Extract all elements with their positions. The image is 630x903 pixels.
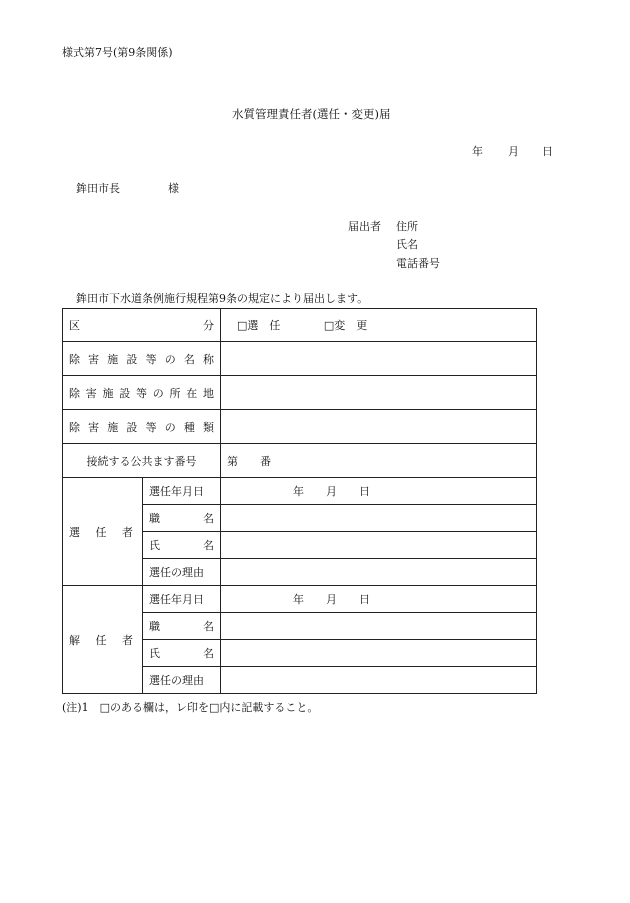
addressee-honorific: 様 <box>168 182 179 195</box>
facility-name-input[interactable] <box>221 342 537 376</box>
appointee-date-input[interactable]: 年 月 日 <box>221 478 537 505</box>
applicant-address-label: 住所 <box>396 220 418 233</box>
date-day: 日 <box>542 145 553 158</box>
dismissed-post-input[interactable] <box>221 613 537 640</box>
dismissed-reason-label: 選任の理由 <box>143 667 221 694</box>
connect-label: 接続する公共ます番号 <box>63 444 221 478</box>
facility-type-label: 除 害 施 設 等 の 種 類 <box>63 410 221 444</box>
appointee-reason-input[interactable] <box>221 559 537 586</box>
dismissed-post-label: 職 名 <box>143 613 221 640</box>
option-change-checkbox[interactable]: □変 更 <box>323 319 368 332</box>
kubun-label-cell <box>63 309 221 342</box>
form-number: 様式第7号(第9条関係) <box>62 46 173 59</box>
facility-type-input[interactable] <box>221 410 537 444</box>
kubun-right: 分 <box>203 319 214 332</box>
facility-location-label: 除 害 施 設 等 の 所 在 地 <box>63 376 221 410</box>
applicant-phone-label: 電話番号 <box>396 257 440 270</box>
addressee-name: 鉾田市長 <box>76 182 120 195</box>
intro-text: 鉾田市下水道条例施行規程第9条の規定により届出します。 <box>76 292 369 305</box>
appointee-name-label: 氏 名 <box>143 532 221 559</box>
appointee-post-input[interactable] <box>221 505 537 532</box>
facility-location-input[interactable] <box>221 376 537 410</box>
appointee-post-label: 職 名 <box>143 505 221 532</box>
notification-form-table <box>62 308 537 694</box>
footnote: (注)1 □のある欄は，レ印を□内に記載すること。 <box>62 701 319 714</box>
appointee-reason-label: 選任の理由 <box>143 559 221 586</box>
applicant-label: 届出者 <box>348 220 381 233</box>
connect-number-input[interactable]: 第 番 <box>221 444 537 478</box>
appointee-name-input[interactable] <box>221 532 537 559</box>
dismissed-group-label: 解 任 者 <box>63 586 143 694</box>
appointee-group-label: 選 任 者 <box>63 478 143 586</box>
applicant-name-label: 氏名 <box>396 238 418 251</box>
dismissed-reason-input[interactable] <box>221 667 537 694</box>
date-year: 年 <box>472 145 483 158</box>
dismissed-name-input[interactable] <box>221 640 537 667</box>
dismissed-date-input[interactable]: 年 月 日 <box>221 586 537 613</box>
kubun-left: 区 <box>69 319 80 332</box>
document-title: 水質管理責任者(選任・変更)届 <box>232 107 391 121</box>
facility-name-label: 除 害 施 設 等 の 名 称 <box>63 342 221 376</box>
kubun-options-cell <box>221 309 537 342</box>
option-select-checkbox[interactable]: □選 任 <box>237 319 281 332</box>
dismissed-name-label: 氏 名 <box>143 640 221 667</box>
date-month: 月 <box>508 145 519 158</box>
dismissed-date-label: 選任年月日 <box>143 586 221 613</box>
appointee-date-label: 選任年月日 <box>143 478 221 505</box>
